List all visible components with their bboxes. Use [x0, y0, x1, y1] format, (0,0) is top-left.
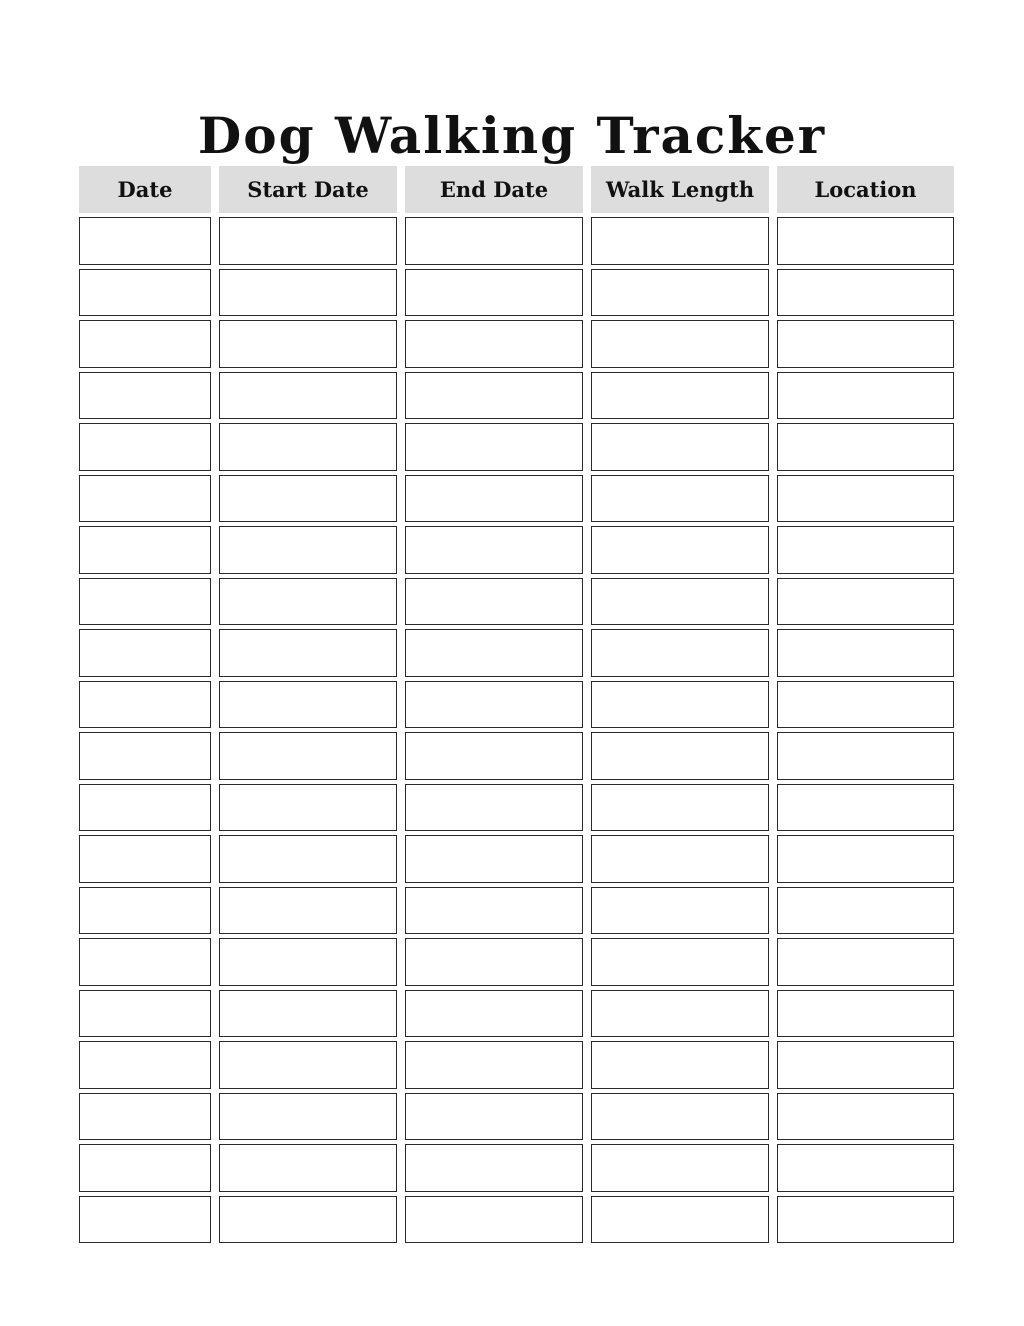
table-row — [79, 372, 954, 420]
cell-date[interactable] — [79, 372, 211, 420]
cell-date[interactable] — [79, 887, 211, 935]
cell-end-date[interactable] — [405, 578, 583, 626]
column-header-walk-length: Walk Length — [591, 166, 769, 213]
cell-date[interactable] — [79, 578, 211, 626]
cell-location[interactable] — [777, 1093, 954, 1141]
cell-start-date[interactable] — [219, 1196, 397, 1244]
cell-end-date[interactable] — [405, 732, 583, 780]
cell-walk-length[interactable] — [591, 784, 769, 832]
cell-start-date[interactable] — [219, 269, 397, 317]
cell-location[interactable] — [777, 784, 954, 832]
column-header-location: Location — [777, 166, 954, 213]
cell-location[interactable] — [777, 372, 954, 420]
cell-start-date[interactable] — [219, 835, 397, 883]
cell-date[interactable] — [79, 784, 211, 832]
cell-walk-length[interactable] — [591, 526, 769, 574]
cell-location[interactable] — [777, 1144, 954, 1192]
table-row — [79, 887, 954, 935]
cell-location[interactable] — [777, 835, 954, 883]
cell-date[interactable] — [79, 732, 211, 780]
cell-start-date[interactable] — [219, 372, 397, 420]
cell-location[interactable] — [777, 320, 954, 368]
cell-start-date[interactable] — [219, 1093, 397, 1141]
cell-date[interactable] — [79, 1093, 211, 1141]
cell-location[interactable] — [777, 681, 954, 729]
cell-walk-length[interactable] — [591, 732, 769, 780]
table-row — [79, 990, 954, 1038]
cell-date[interactable] — [79, 835, 211, 883]
cell-start-date[interactable] — [219, 1144, 397, 1192]
cell-end-date[interactable] — [405, 629, 583, 677]
table-row — [79, 1196, 954, 1244]
cell-date[interactable] — [79, 217, 211, 265]
cell-walk-length[interactable] — [591, 217, 769, 265]
cell-location[interactable] — [777, 887, 954, 935]
cell-start-date[interactable] — [219, 990, 397, 1038]
table-row — [79, 1041, 954, 1089]
cell-start-date[interactable] — [219, 423, 397, 471]
cell-location[interactable] — [777, 423, 954, 471]
table-row — [79, 835, 954, 883]
cell-start-date[interactable] — [219, 784, 397, 832]
column-header-start-date: Start Date — [219, 166, 397, 213]
cell-end-date[interactable] — [405, 784, 583, 832]
cell-location[interactable] — [777, 269, 954, 317]
cell-end-date[interactable] — [405, 217, 583, 265]
cell-start-date[interactable] — [219, 320, 397, 368]
cell-end-date[interactable] — [405, 372, 583, 420]
cell-location[interactable] — [777, 732, 954, 780]
cell-end-date[interactable] — [405, 835, 583, 883]
cell-location[interactable] — [777, 1196, 954, 1244]
table-row — [79, 732, 954, 780]
table-row — [79, 423, 954, 471]
cell-walk-length[interactable] — [591, 1041, 769, 1089]
cell-walk-length[interactable] — [591, 372, 769, 420]
cell-date[interactable] — [79, 423, 211, 471]
cell-walk-length[interactable] — [591, 269, 769, 317]
cell-walk-length[interactable] — [591, 990, 769, 1038]
cell-start-date[interactable] — [219, 526, 397, 574]
cell-walk-length[interactable] — [591, 1196, 769, 1244]
column-header-end-date: End Date — [405, 166, 583, 213]
cell-walk-length[interactable] — [591, 887, 769, 935]
cell-end-date[interactable] — [405, 681, 583, 729]
cell-date[interactable] — [79, 681, 211, 729]
cell-end-date[interactable] — [405, 1041, 583, 1089]
cell-date[interactable] — [79, 1041, 211, 1089]
cell-end-date[interactable] — [405, 938, 583, 986]
cell-end-date[interactable] — [405, 887, 583, 935]
cell-end-date[interactable] — [405, 423, 583, 471]
cell-end-date[interactable] — [405, 269, 583, 317]
cell-location[interactable] — [777, 1041, 954, 1089]
cell-end-date[interactable] — [405, 1093, 583, 1141]
table-row — [79, 217, 954, 265]
table-row — [79, 1093, 954, 1141]
cell-start-date[interactable] — [219, 732, 397, 780]
table-row — [79, 269, 954, 317]
table-row — [79, 629, 954, 677]
cell-date[interactable] — [79, 475, 211, 523]
cell-location[interactable] — [777, 990, 954, 1038]
cell-walk-length[interactable] — [591, 423, 769, 471]
cell-date[interactable] — [79, 990, 211, 1038]
cell-date[interactable] — [79, 1196, 211, 1244]
table-row — [79, 1144, 954, 1192]
cell-start-date[interactable] — [219, 938, 397, 986]
cell-walk-length[interactable] — [591, 578, 769, 626]
table-row — [79, 475, 954, 523]
cell-start-date[interactable] — [219, 217, 397, 265]
cell-location[interactable] — [777, 217, 954, 265]
table-row — [79, 320, 954, 368]
tracker-table — [79, 166, 954, 1243]
cell-end-date[interactable] — [405, 320, 583, 368]
cell-start-date[interactable] — [219, 629, 397, 677]
cell-end-date[interactable] — [405, 1196, 583, 1244]
cell-walk-length[interactable] — [591, 681, 769, 729]
cell-end-date[interactable] — [405, 990, 583, 1038]
table-body — [79, 217, 954, 1243]
cell-location[interactable] — [777, 938, 954, 986]
cell-walk-length[interactable] — [591, 1093, 769, 1141]
cell-location[interactable] — [777, 578, 954, 626]
table-row — [79, 681, 954, 729]
table-row — [79, 784, 954, 832]
cell-start-date[interactable] — [219, 681, 397, 729]
cell-end-date[interactable] — [405, 475, 583, 523]
cell-location[interactable] — [777, 629, 954, 677]
cell-date[interactable] — [79, 1144, 211, 1192]
page-title: Dog Walking Tracker — [197, 105, 827, 165]
cell-date[interactable] — [79, 320, 211, 368]
cell-date[interactable] — [79, 629, 211, 677]
cell-date[interactable] — [79, 269, 211, 317]
cell-start-date[interactable] — [219, 578, 397, 626]
cell-end-date[interactable] — [405, 526, 583, 574]
cell-start-date[interactable] — [219, 1041, 397, 1089]
cell-walk-length[interactable] — [591, 320, 769, 368]
cell-end-date[interactable] — [405, 1144, 583, 1192]
table-header-row — [79, 166, 954, 213]
cell-date[interactable] — [79, 938, 211, 986]
cell-walk-length[interactable] — [591, 1144, 769, 1192]
table-row — [79, 578, 954, 626]
cell-location[interactable] — [777, 475, 954, 523]
cell-walk-length[interactable] — [591, 475, 769, 523]
cell-walk-length[interactable] — [591, 835, 769, 883]
cell-location[interactable] — [777, 526, 954, 574]
column-header-date: Date — [79, 166, 211, 213]
cell-walk-length[interactable] — [591, 938, 769, 986]
cell-start-date[interactable] — [219, 887, 397, 935]
cell-walk-length[interactable] — [591, 629, 769, 677]
table-row — [79, 526, 954, 574]
cell-start-date[interactable] — [219, 475, 397, 523]
cell-date[interactable] — [79, 526, 211, 574]
table-row — [79, 938, 954, 986]
